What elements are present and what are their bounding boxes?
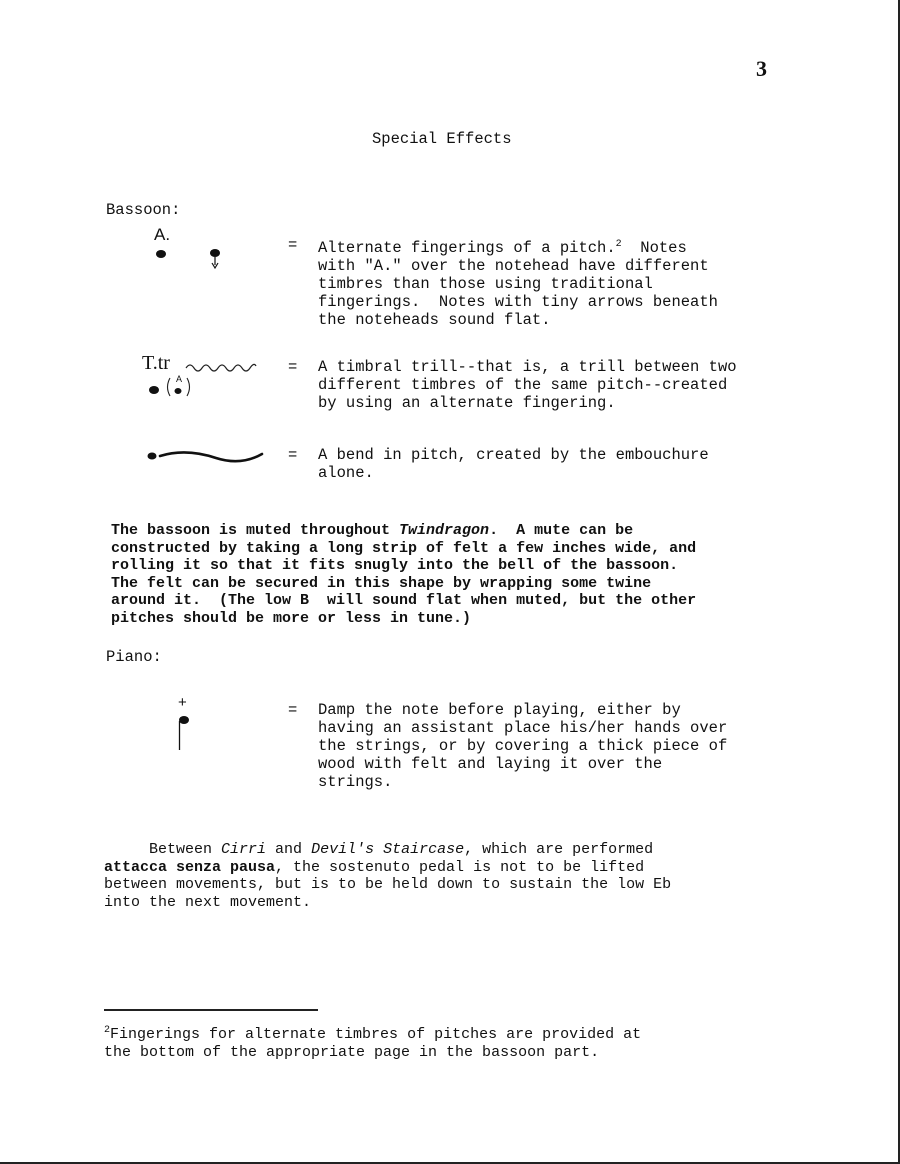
equals-sign: = xyxy=(288,236,298,254)
alternate-fingering-description: Alternate fingerings of a pitch.$^2$ Notes with "A." over the notehead have different timbres than those using traditional fingerings. Notes with tiny arrows beneath the noteheads sound flat. xyxy=(318,239,718,330)
timbral-trill-description: A timbral trill--that is, a trill between two different timbres of the same pitch--created by using an alternate fingering. xyxy=(318,358,737,412)
damp-plus-label: + xyxy=(178,694,187,711)
symbol-a-label: A. xyxy=(154,225,171,244)
footnote: $^2$Fingerings for alternate timbres of pitches are provided at the bottom of the appropriate page in the bassoon part. xyxy=(104,1025,642,1061)
equals-sign: = xyxy=(288,446,298,464)
page-number: 3 xyxy=(756,56,767,81)
pitch-bend-description: A bend in pitch, created by the embouchure alone. xyxy=(318,446,709,482)
equals-sign: = xyxy=(288,701,298,719)
damp-description: Damp the note before playing, either by having an assistant place his/her hands over the strings, or by covering a thick piece of wood with felt and laying it over the strings. xyxy=(318,701,728,791)
page-title: Special Effects xyxy=(372,130,512,148)
trill-label: T.tr xyxy=(142,352,170,374)
footnote-rule xyxy=(104,1009,318,1011)
trill-wave-icon xyxy=(186,362,258,374)
damped-note-icon xyxy=(174,714,198,754)
bassoon-heading: Bassoon: xyxy=(106,201,181,219)
mute-paragraph: The bassoon is muted throughout Twindragon. A mute can be constructed by taking a long strip of felt a few inches wide, and rolling it so that it fits snugly into the bell of the bassoon. The felt can be secured in this shape by wrapping some twine around it. (The low B will sound flat when muted, but the other pitches should be more or less in tune.) xyxy=(111,522,697,627)
equals-sign: = xyxy=(288,358,298,376)
trill-paren-label: A xyxy=(176,374,183,384)
piano-heading: Piano: xyxy=(106,648,162,666)
pitch-bend-icon xyxy=(146,446,266,468)
sostenuto-paragraph: Between Cirri and Devil's Staircase, which are performed attacca senza pausa, the sostenuto pedal is not to be lifted between movements, but is to be held down to sustain the low Eb into the next movement. xyxy=(104,841,672,911)
alternate-fingering-notes-icon xyxy=(150,245,230,275)
